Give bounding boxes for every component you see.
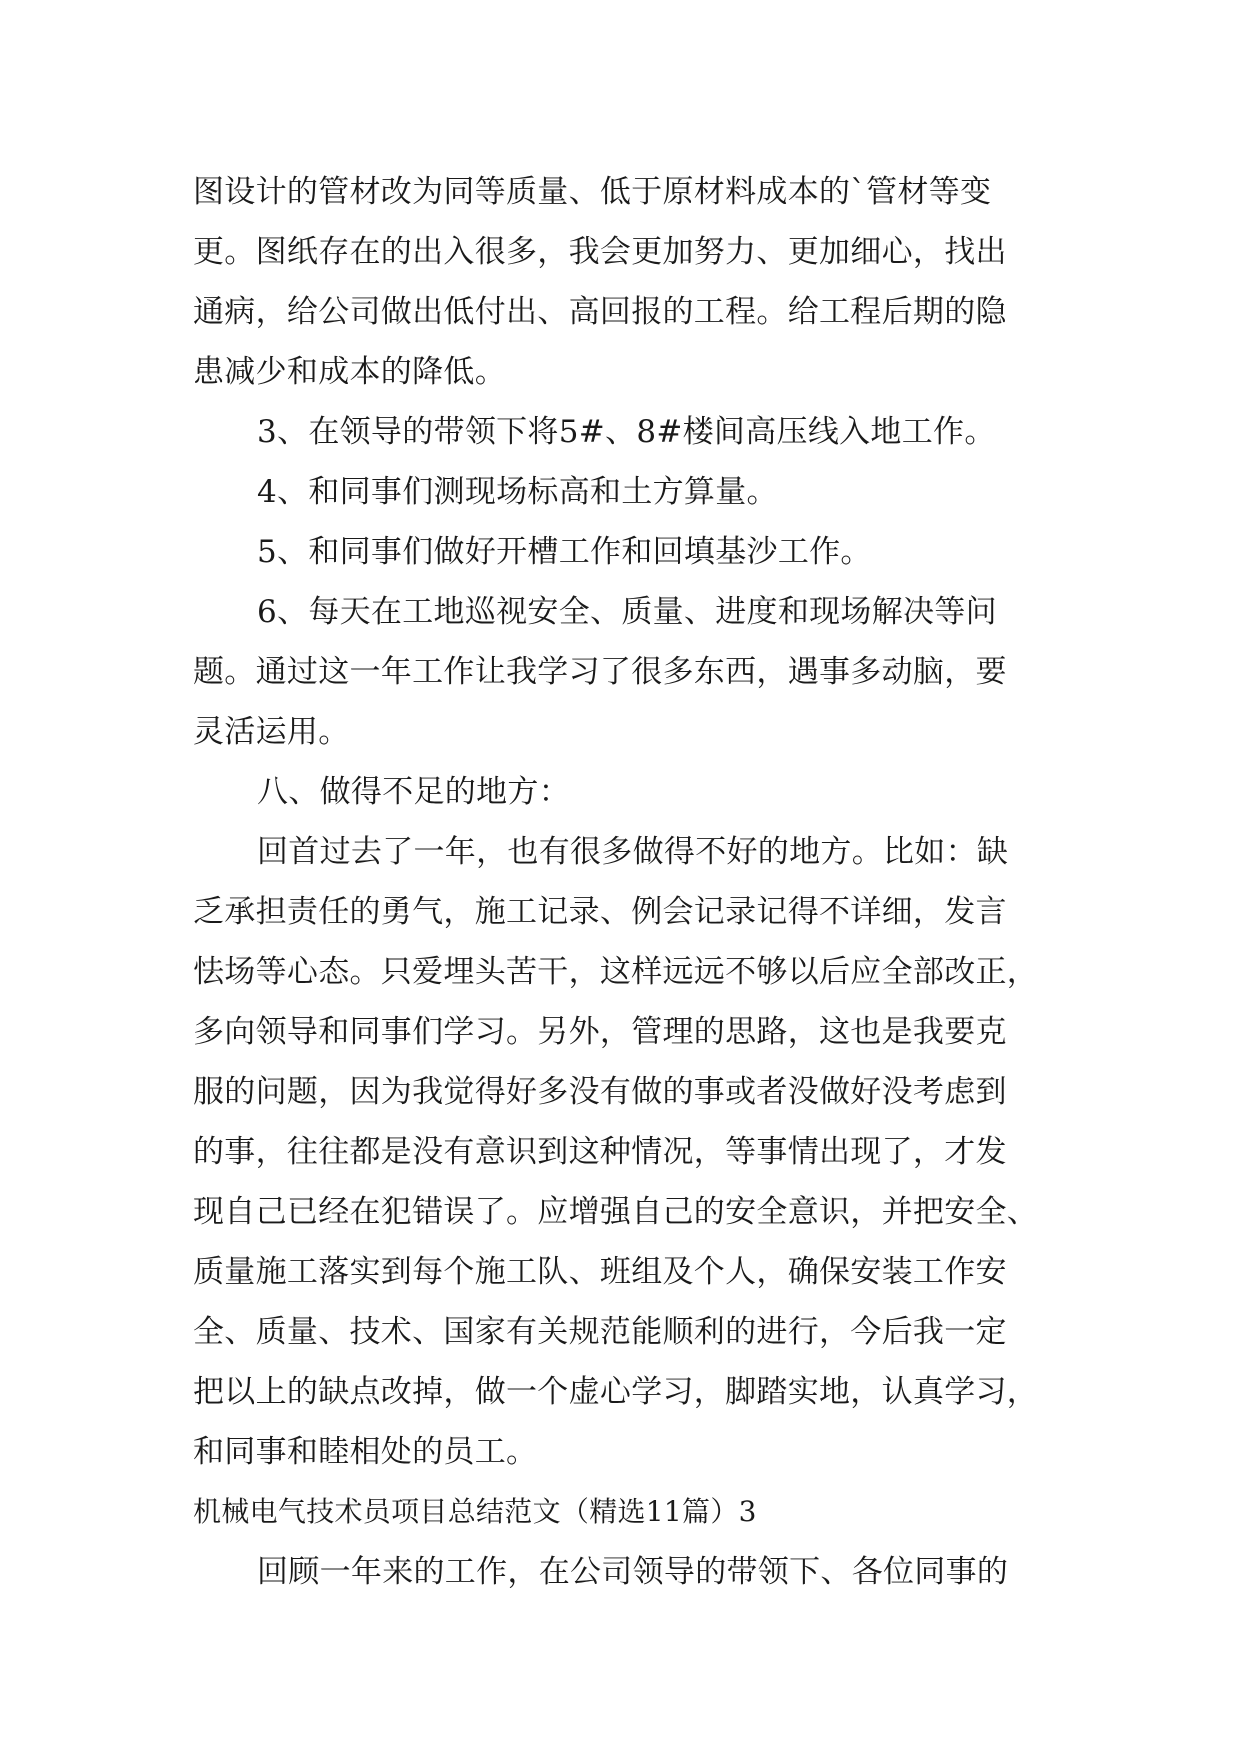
text-line: 现自己已经在犯错误了。应增强自己的安全意识，并把安全、 [193, 1194, 1039, 1230]
text-line: 乏承担责任的勇气，施工记录、例会记录记得不详细，发言 [193, 894, 1007, 930]
text-line: 服的问题，因为我觉得好多没有做的事或者没做好没考虑到 [193, 1074, 1007, 1110]
list-item: 5、和同事们做好开槽工作和回填基沙工作。 [257, 534, 872, 570]
text-line: 患减少和成本的降低。 [193, 354, 506, 390]
text-line: 多向领导和同事们学习。另外，管理的思路，这也是我要克 [193, 1014, 1007, 1050]
document-page [193, 162, 1053, 1602]
text-line: 的事，往往都是没有意识到这种情况，等事情出现了，才发 [193, 1134, 1007, 1170]
paragraph-start: 回首过去了一年，也有很多做得不好的地方。比如：缺 [257, 834, 1009, 870]
text-line: 通病，给公司做出低付出、高回报的工程。给工程后期的隐 [193, 294, 1007, 330]
text-line: 和同事和睦相处的员工。 [193, 1434, 538, 1470]
text-line: 更。图纸存在的出入很多，我会更加努力、更加细心，找出 [193, 234, 1007, 270]
text-line: 图设计的管材改为同等质量、低于原材料成本的`管材等变 [193, 174, 992, 210]
text-line: 怯场等心态。只爱埋头苦干，这样远远不够以后应全部改正， [193, 954, 1039, 990]
list-item: 4、和同事们测现场标高和土方算量。 [257, 474, 778, 510]
text-line: 把以上的缺点改掉，做一个虚心学习，脚踏实地，认真学习， [193, 1374, 1039, 1410]
text-line: 题。通过这一年工作让我学习了很多东西，遇事多动脑，要 [193, 654, 1007, 690]
text-line: 灵活运用。 [193, 714, 350, 750]
list-item: 3、在领导的带领下将5#、8#楼间高压线入地工作。 [257, 414, 996, 450]
text-line: 质量施工落实到每个施工队、班组及个人，确保安装工作安 [193, 1254, 1007, 1290]
paragraph-start: 回顾一年来的工作，在公司领导的带领下、各位同事的 [257, 1554, 1009, 1590]
list-item: 6、每天在工地巡视安全、质量、进度和现场解决等问 [257, 594, 997, 630]
text-line: 全、质量、技术、国家有关规范能顺利的进行，今后我一定 [193, 1314, 1007, 1350]
section-heading: 八、做得不足的地方： [257, 774, 570, 810]
article-title: 机械电气技术员项目总结范文（精选11篇）3 [193, 1495, 757, 1528]
